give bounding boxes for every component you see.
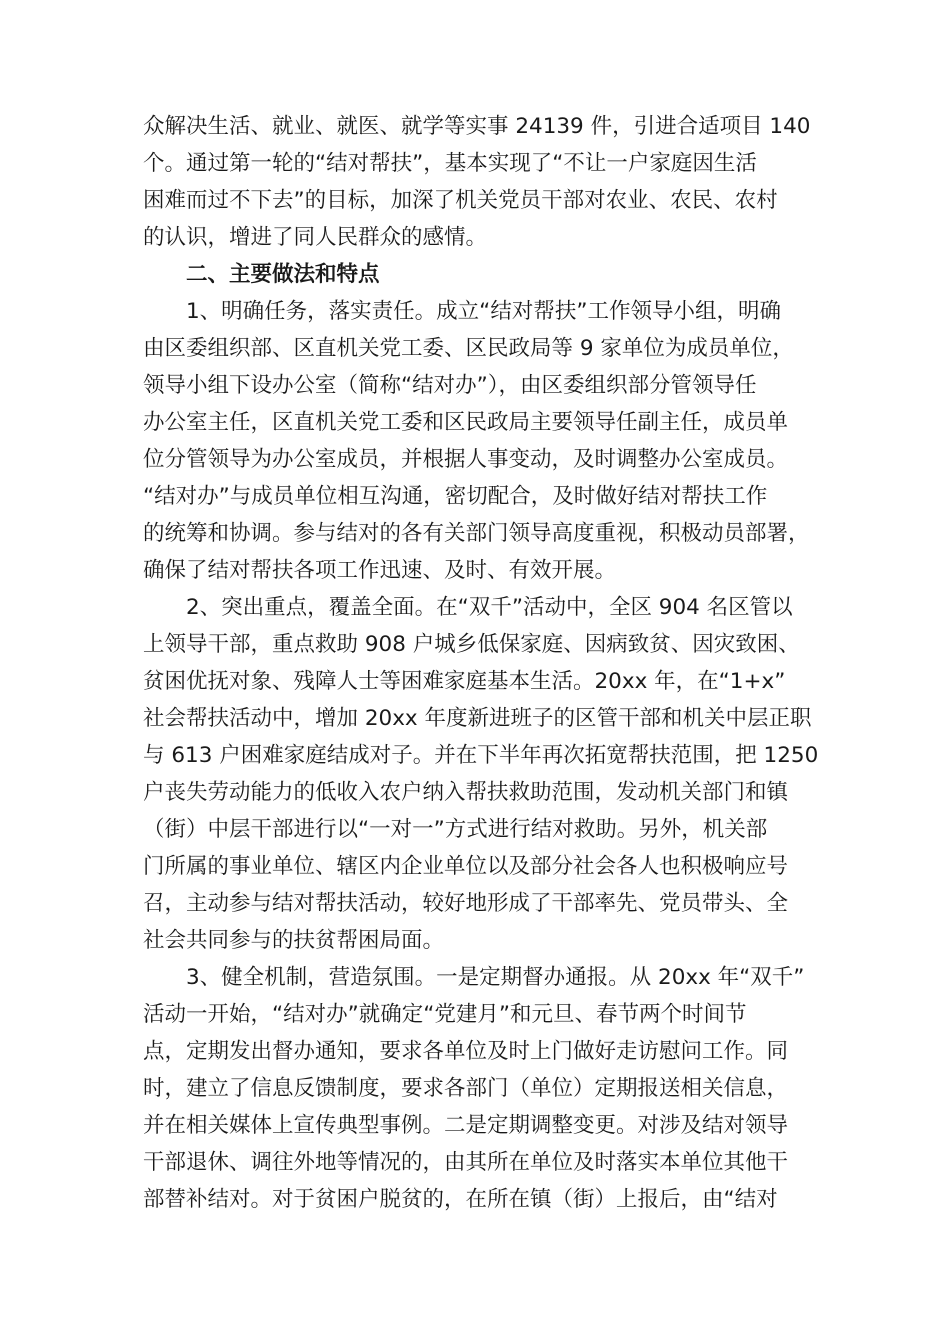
- text-line: 的统筹和协调。参与结对的各有关部门领导高度重视，积极动员部署，: [143, 521, 810, 546]
- text-line: 办公室主任，区直机关党工委和区民政局主要领导任副主任，成员单: [143, 410, 789, 435]
- text-line: 召，主动参与结对帮扶活动，较好地形成了干部率先、党员带头、全: [143, 891, 789, 916]
- text-line: 的认识，增进了同人民群众的感情。: [143, 225, 488, 250]
- text-line: 活动一开始，“结对办”就确定“党建月”和元旦、春节两个时间节: [143, 1002, 747, 1027]
- text-line: 众解决生活、就业、就医、就学等实事 24139 件，引进合适项目 140: [143, 114, 811, 139]
- text-line: 门所属的事业单位、辖区内企业单位以及部分社会各人也积极响应号: [143, 854, 789, 879]
- text-line: （街）中层干部进行以“一对一”方式进行结对救助。另外，机关部: [143, 817, 768, 842]
- text-line: 2、突出重点，覆盖全面。在“双千”活动中，全区 904 名区管以: [186, 595, 793, 620]
- text-line: 个。通过第一轮的“结对帮扶”，基本实现了“不让一户家庭因生活: [143, 151, 757, 176]
- text-line: 1、明确任务，落实责任。成立“结对帮扶”工作领导小组，明确: [186, 299, 781, 324]
- text-line: 社会共同参与的扶贫帮困局面。: [143, 928, 445, 953]
- text-line: 位分管领导为办公室成员，并根据人事变动，及时调整办公室成员。: [143, 447, 789, 472]
- text-line: 3、健全机制，营造氛围。一是定期督办通报。从 20xx 年“双千”: [186, 965, 805, 990]
- text-line: 社会帮扶活动中，增加 20xx 年度新进班子的区管干部和机关中层正职: [143, 706, 812, 731]
- text-line: 时，建立了信息反馈制度，要求各部门（单位）定期报送相关信息，: [143, 1076, 789, 1101]
- section-heading: 二、主要做法和特点: [186, 262, 380, 287]
- text-line: 上领导干部，重点救助 908 户城乡低保家庭、因病致贫、因灾致困、: [143, 632, 800, 657]
- text-line: 贫困优抚对象、残障人士等困难家庭基本生活。20xx 年，在“1+x”: [143, 669, 786, 694]
- text-line: 部替补结对。对于贫困户脱贫的，在所在镇（街）上报后，由“结对: [143, 1187, 778, 1212]
- text-line: 并在相关媒体上宣传典型事例。二是定期调整变更。对涉及结对领导: [143, 1113, 789, 1138]
- document-body: [143, 108, 833, 1218]
- text-line: 与 613 户困难家庭结成对子。并在下半年再次拓宽帮扶范围，把 1250: [143, 743, 819, 768]
- text-line: 由区委组织部、区直机关党工委、区民政局等 9 家单位为成员单位，: [143, 336, 794, 361]
- text-line: 领导小组下设办公室（简称“结对办”），由区委组织部分管领导任: [143, 373, 757, 398]
- text-line: 干部退休、调往外地等情况的，由其所在单位及时落实本单位其他干: [143, 1150, 789, 1175]
- text-line: 困难而过不下去”的目标，加深了机关党员干部对农业、农民、农村: [143, 188, 778, 213]
- text-line: 点，定期发出督办通知，要求各单位及时上门做好走访慰问工作。同: [143, 1039, 789, 1064]
- text-line: “结对办”与成员单位相互沟通，密切配合，及时做好结对帮扶工作: [143, 484, 768, 509]
- text-line: 户丧失劳动能力的低收入农户纳入帮扶救助范围，发动机关部门和镇: [143, 780, 789, 805]
- text-line: 确保了结对帮扶各项工作迅速、及时、有效开展。: [143, 558, 617, 583]
